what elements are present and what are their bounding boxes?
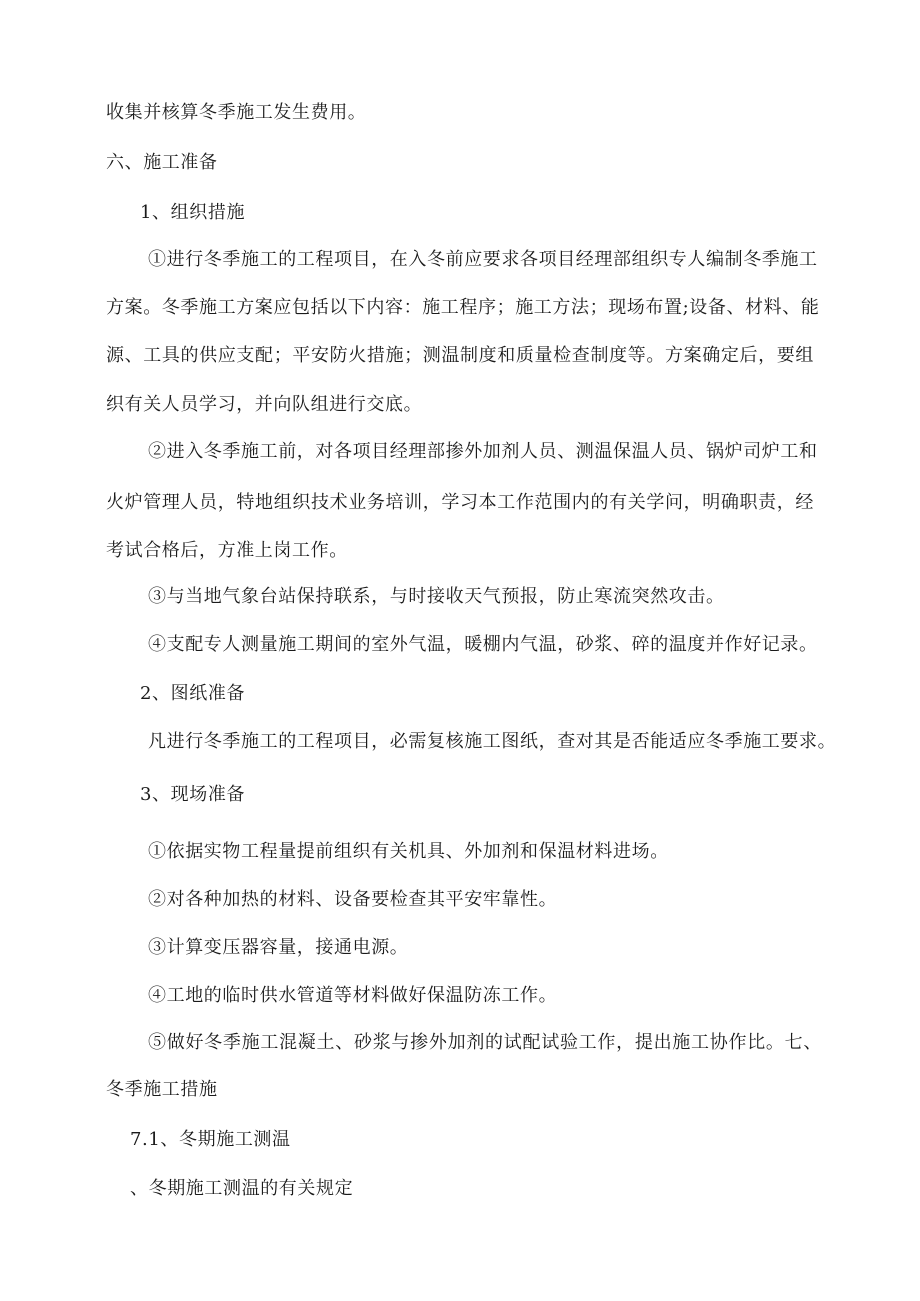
subsection-heading: 7.1、冬期施工测温 — [130, 1129, 291, 1150]
paragraph-line: ③与当地气象台站保持联系，与时接收天气预报，防止寒流突然攻击。 — [148, 586, 725, 607]
subsection-heading: 3、现场准备 — [140, 784, 246, 805]
paragraph-line: 源、工具的供应支配；平安防火措施；测温制度和质量检查制度等。方案确定后，要组 — [106, 345, 814, 366]
list-item: ②对各种加热的材料、设备要检查其平安牢靠性。 — [148, 889, 558, 910]
paragraph-line: ④支配专人测量施工期间的室外气温，暖棚内气温，砂浆、碎的温度并作好记录。 — [148, 634, 818, 655]
paragraph-line: ②进入冬季施工前，对各项目经理部掺外加剂人员、测温保温人员、锅炉司炉工和 — [148, 441, 818, 462]
paragraph-line: ①进行冬季施工的工程项目，在入冬前应要求各项目经理部组织专人编制冬季施工 — [148, 249, 818, 270]
subsection-heading: 2、图纸准备 — [140, 683, 246, 704]
paragraph-line: 考试合格后，方准上岗工作。 — [106, 540, 348, 561]
paragraph-line: 方案。冬季施工方案应包括以下内容：施工程序；施工方法；现场布置;设备、材料、能 — [106, 297, 820, 318]
list-item: ③计算变压器容量，接通电源。 — [148, 937, 409, 958]
list-item: ①依据实物工程量提前组织有关机具、外加剂和保温材料进场。 — [148, 841, 669, 862]
section-heading: 六、施工准备 — [106, 152, 218, 173]
subsection-heading: 1、组织措施 — [140, 202, 246, 223]
paragraph-line: 织有关人员学习，并向队组进行交底。 — [106, 394, 423, 415]
subsection-heading: 、冬期施工测温的有关规定 — [130, 1178, 354, 1199]
paragraph-line: 凡进行冬季施工的工程项目，必需复核施工图纸，查对其是否能适应冬季施工要求。 — [148, 731, 837, 752]
text-line: 收集并核算冬季施工发生费用。 — [106, 102, 367, 123]
list-item: ⑤做好冬季施工混凝土、砂浆与掺外加剂的试配试验工作，提出施工协作比。七、 — [148, 1032, 822, 1053]
list-item: ④工地的临时供水管道等材料做好保温防冻工作。 — [148, 985, 558, 1006]
section-heading: 冬季施工措施 — [106, 1079, 218, 1100]
paragraph-line: 火炉管理人员，特地组织技术业务培训，学习本工作范围内的有关学问，明确职责，经 — [106, 492, 814, 513]
